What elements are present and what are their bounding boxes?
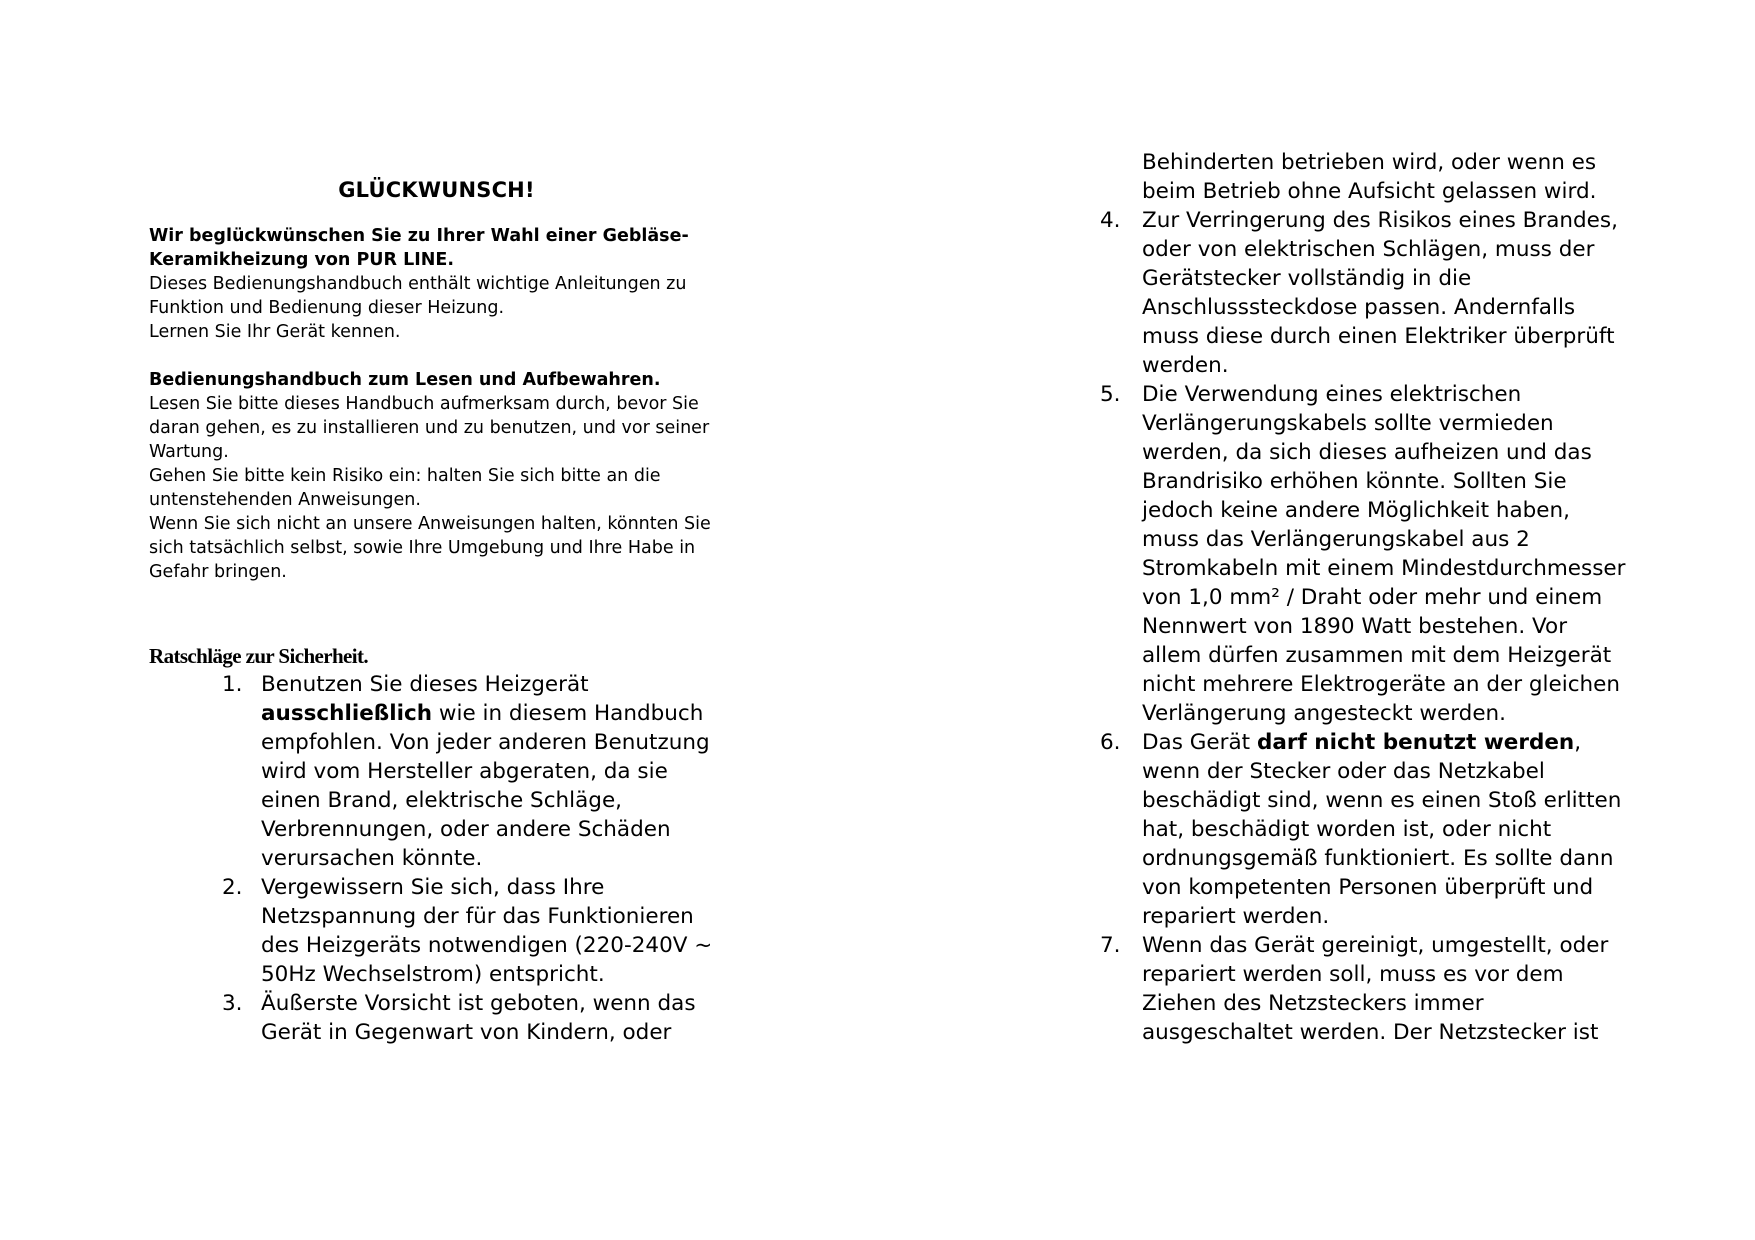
rule-number: 6. (1100, 730, 1121, 755)
rule-item-6 (1100, 728, 1630, 931)
manual-text-2: Gehen Sie bitte kein Risiko ein: halten Sie sich bitte an die untenstehenden Anweisungen. (149, 466, 661, 510)
safety-rules-list-right (1100, 206, 1630, 1047)
rule-text: Das Gerät (1142, 730, 1257, 755)
rule-number: 1. (222, 672, 243, 697)
rule-text: wie in diesem Handbuch empfohlen. Von jeder anderen Benutzung wird vom Hersteller abgeraten, da sie einen Brand, elektrische Schläge, Verbrennungen, oder andere Schäden verursachen könnte. (261, 701, 710, 871)
safety-heading: Ratschläge zur Sicherheit. (149, 644, 369, 668)
manual-text-3: Wenn Sie sich nicht an unsere Anweisungen halten, könnten Sie sich tatsächlich selbst, sowie Ihre Umgebung und Ihre Habe in Gefahr bringen. (149, 514, 711, 582)
rule-text: , wenn der Stecker oder das Netzkabel beschädigt sind, wenn es einen Stoß erlitten hat, beschädigt worden ist, oder nicht ordnungsgemäß funktioniert. Es sollte dann von kompetenten Personen überprüft und repariert werden. (1142, 730, 1622, 929)
rule-text: Benutzen Sie dieses Heizgerät (261, 672, 589, 697)
congrats-bold: Wir beglückwünschen Sie zu Ihrer Wahl einer Gebläse-Keramikheizung von PUR LINE. (149, 226, 689, 270)
rule-number: 5. (1100, 382, 1121, 407)
congrats-text-1: Dieses Bedienungshandbuch enthält wichtige Anleitungen zu Funktion und Bedienung dieser Heizung. (149, 274, 687, 318)
page-title: GLÜCKWUNSCH! (338, 178, 535, 202)
rule-number: 2. (222, 875, 243, 900)
rule-text: Die Verwendung eines elektrischen Verlängerungskabels sollte vermieden werden, da sich dieses aufheizen und das Brandrisiko erhöhen könnte. Sollten Sie jedoch keine andere Möglichkeit haben, muss das Verlängerungskabel aus 2 Stromkabeln mit einem Mindestdurchmesser von 1,0 mm² / Draht oder mehr und einem Nennwert von 1890 Watt bestehen. Vor allem dürfen zusammen mit dem Heizgerät nicht mehrere Elektrogeräte an der gleichen Verlängerung angesteckt werden. (1142, 382, 1626, 726)
safety-rules-list-left (149, 670, 724, 1047)
rule-item-2 (149, 873, 724, 989)
left-column (149, 176, 724, 1047)
rule-item-7 (1100, 931, 1630, 1047)
rule-emphasis: darf nicht benutzt werden (1256, 730, 1575, 755)
rule-item-5 (1100, 380, 1630, 728)
rule-text: Wenn das Gerät gereinigt, umgestellt, oder repariert werden soll, muss es vor dem Ziehen des Netzsteckers immer ausgeschaltet werden. Der Netzstecker ist (1142, 933, 1609, 1045)
manual-text-1: Lesen Sie bitte dieses Handbuch aufmerksam durch, bevor Sie daran gehen, es zu installieren und zu benutzen, und vor seiner Wartung. (149, 394, 710, 462)
spacer (149, 584, 724, 642)
rule-text: Vergewissern Sie sich, dass Ihre Netzspannung der für das Funktionieren des Heizgeräts notwendigen (220-240V ~ 50Hz Wechselstrom) entspricht. (261, 875, 713, 987)
rule-item-3 (149, 989, 724, 1047)
manual-paragraph (149, 368, 724, 584)
congrats-text-2: Lernen Sie Ihr Gerät kennen. (149, 322, 401, 342)
rule-emphasis: ausschließlich (261, 701, 433, 726)
spacer (149, 344, 724, 368)
manual-heading: Bedienungshandbuch zum Lesen und Aufbewahren. (149, 370, 661, 390)
congrats-paragraph (149, 224, 724, 344)
rule-number: 4. (1100, 208, 1121, 233)
rule-text: Äußerste Vorsicht ist geboten, wenn das Gerät in Gegenwart von Kindern, oder (261, 991, 696, 1045)
rule-number: 3. (222, 991, 243, 1016)
right-column (1100, 148, 1630, 1047)
rule-item-1 (149, 670, 724, 873)
rule-number: 7. (1100, 933, 1121, 958)
rule-text: Zur Verringerung des Risikos eines Brandes, oder von elektrischen Schlägen, muss der Gerätstecker vollständig in die Anschlusssteckdose passen. Andernfalls muss diese durch einen Elektriker überprüft werden. (1142, 208, 1618, 378)
rule-3-continuation: Behinderten betrieben wird, oder wenn es beim Betrieb ohne Aufsicht gelassen wird. (1142, 150, 1597, 204)
rule-item-4 (1100, 206, 1630, 380)
